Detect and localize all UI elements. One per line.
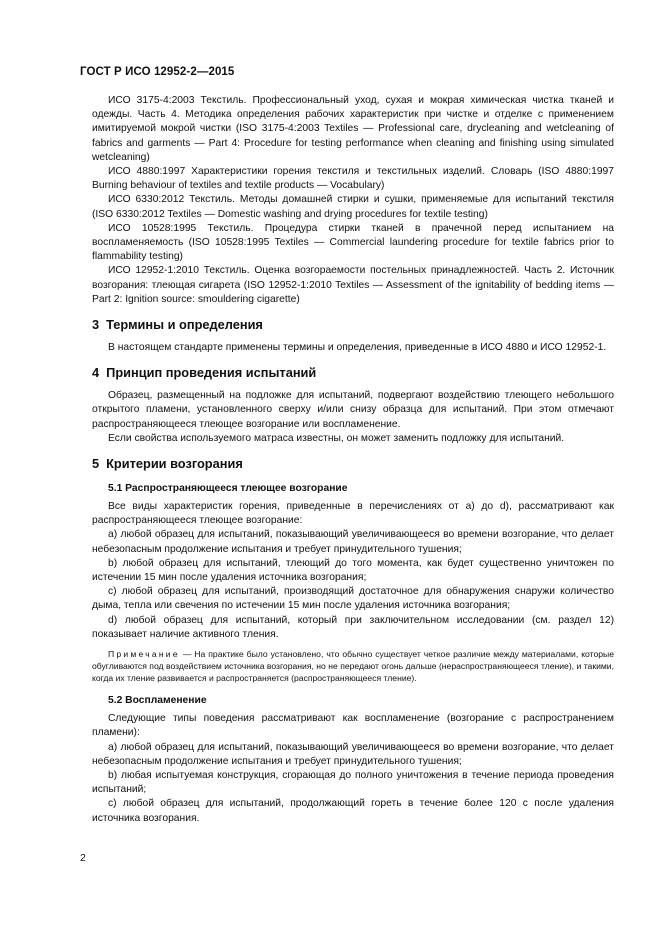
section-3-heading — [92, 317, 614, 333]
list-item: d) любой образец для испытаний, который при заключительном исследовании (см. раздел 12) показывает наличие активного тления. — [92, 614, 614, 640]
section-title: Термины и определения — [106, 317, 263, 333]
normative-references — [92, 94, 614, 307]
section-4-paragraph: Образец, размещенный на подложке для испытаний, подвергают воздействию тлеющего небольшого открытого пламени, установленного сверху и/или снизу образца для испытаний. При этом отмечают распространяющееся тлеющее возгорание или воспламенение. — [92, 390, 614, 430]
list-item: а) любой образец для испытаний, показывающий увеличивающееся во времени возгорание, что делает небезопасным продолжение испытания и требует принудительного тушения; — [92, 741, 614, 767]
list-item: а) любой образец для испытаний, показывающий увеличивающееся во времени возгорание, что делает небезопасным продолжение испытания и требует принудительного тушения; — [92, 529, 614, 555]
section-5-heading — [92, 456, 614, 472]
section-title: Принцип проведения испытаний — [106, 365, 317, 381]
reference-item: ИСО 4880:1997 Характеристики горения текстиля и текстильных изделий. Словарь (ISO 4880:1997 Burning behaviour of textiles and textile products — Vocabulary) — [92, 166, 614, 192]
note-label: Примечание — [108, 649, 180, 660]
subsection-intro: Следующие типы поведения рассматривают как воспламенение (возгорание с распространением пламени): — [92, 713, 614, 739]
section-number: 4 — [92, 365, 100, 381]
subsection-5-1-heading: 5.1 Распространяющееся тлеющее возгорание — [108, 483, 348, 495]
page-content — [92, 94, 614, 826]
section-4-paragraph: Если свойства используемого матраса известны, он может заменить подложку для испытаний. — [108, 432, 565, 444]
section-3-text: В настоящем стандарте применены термины и определения, приведенные в ИСО 4880 и ИСО 12952-1. — [108, 342, 607, 354]
list-item: b) любая испытуемая конструкция, сгорающая до полного уничтожения в течение периода проведения испытаний; — [92, 769, 614, 796]
note — [92, 648, 614, 684]
section-title: Критерии возгорания — [106, 456, 243, 472]
reference-item: ИСО 6330:2012 Текстиль. Методы домашней стирки и сушки, применяемые для испытаний текстиля (ISO 6330:2012 Textiles — Domestic washing and drying procedures for textile testing) — [92, 194, 614, 220]
list-item: с) любой образец для испытаний, продолжающий гореть в течение более 120 с после удаления источника возгорания. — [92, 798, 614, 824]
section-number: 3 — [92, 317, 100, 333]
subsection-5-2-heading: 5.2 Воспламенение — [108, 695, 207, 707]
subsection-intro: Все виды характеристик горения, приведенные в перечислениях от а) до d), рассматривают как распространяющееся тлеющее возгорание: — [92, 501, 614, 527]
reference-item: ИСО 12952-1:2010 Текстиль. Оценка возгораемости постельных принадлежностей. Часть 2. Источник возгорания: тлеющая сигарета (ISO 12952-1:2010 Textiles — Assessment of the ignitability of bedding items — Part 2: Ignition source: smouldering cigarette) — [92, 265, 614, 305]
reference-item: ИСО 3175-4:2003 Текстиль. Профессиональный уход, сухая и мокрая химическая чистка тканей и одежды. Часть 4. Методика определения рабочих характеристик при чистке и отделке с применением имитируемой мокрой чистки (ISO 3175-4:2003 Textiles — Professional care, drycleaning and wetcleaning of fabrics and garments — Part 4: Procedure for testing performance when cleaning and finishing using simulated wetcleaning) — [92, 95, 614, 163]
section-4-heading — [92, 365, 614, 381]
document-header: ГОСТ Р ИСО 12952-2—2015 — [80, 66, 235, 78]
page-number: 2 — [80, 852, 86, 864]
list-item: b) любой образец для испытаний, тлеющий до того момента, как будет существенно уничтожен по истечении 15 мин после удаления источника возгорания; — [92, 557, 614, 584]
note-text: — На практике было установлено, что обычно существует четкое различие между материалами, которые обугливаются под воздействием источника возгорания, но не передают огонь дальше (нераспространяющееся тление), и такими, когда их тление развивается и распространяется (распространяющееся тление). — [92, 649, 615, 684]
section-number: 5 — [92, 456, 100, 472]
list-item: с) любой образец для испытаний, производящий достаточное для обнаружения снаружи количество дыма, тепла или свечения по истечении 15 мин после удаления источника возгорания; — [92, 586, 614, 612]
reference-item: ИСО 10528:1995 Текстиль. Процедура стирки тканей в прачечной перед испытанием на воспламеняемость (ISO 10528:1995 Textiles — Commercial laundering procedure for textile fabrics prior to flammability testing) — [92, 222, 614, 263]
